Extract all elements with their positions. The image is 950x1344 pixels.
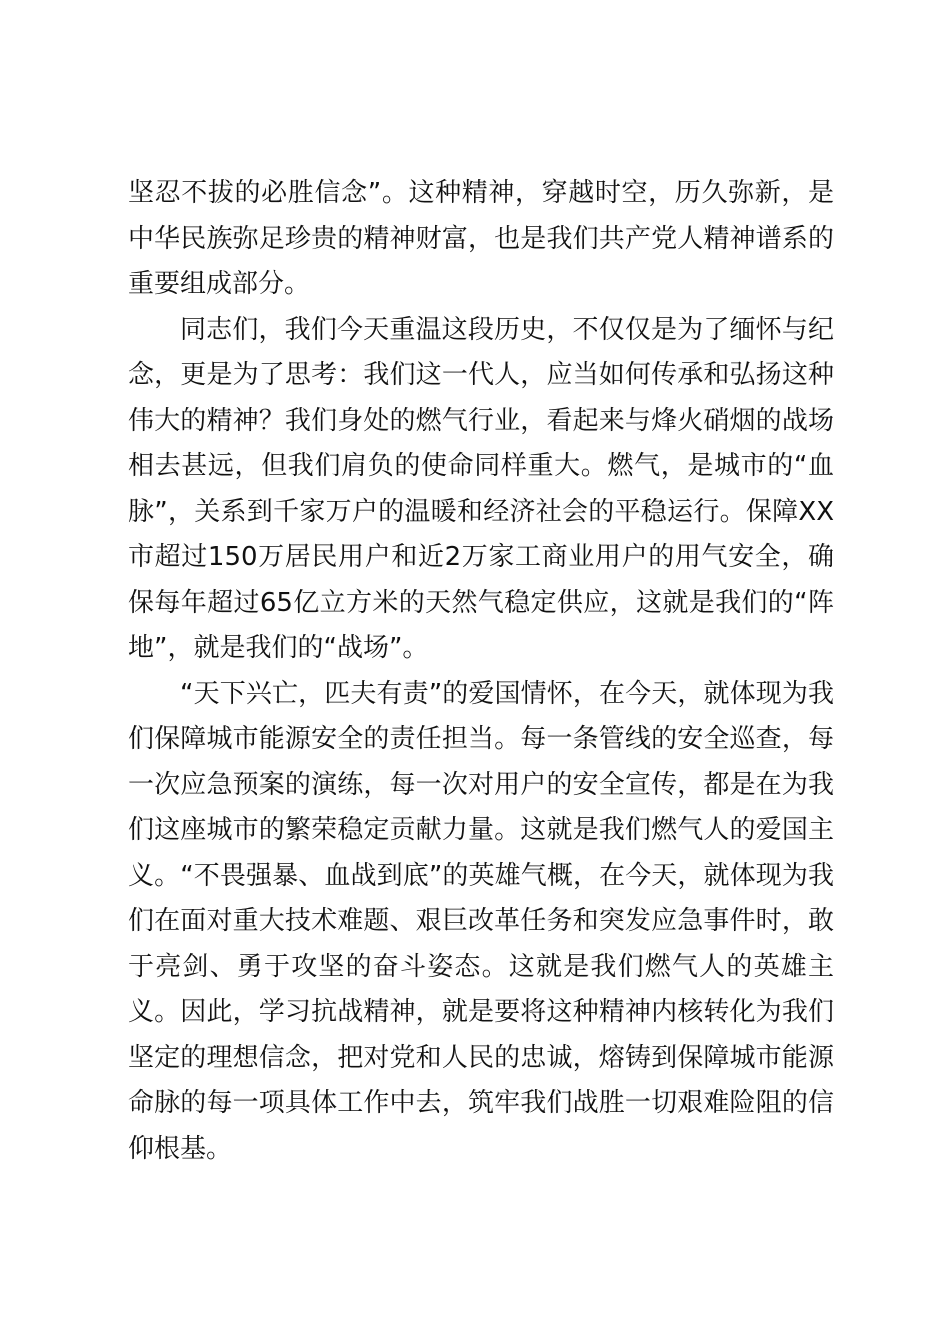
paragraph-continuation: 坚忍不拔的必胜信念”。这种精神，穿越时空，历久弥新，是中华民族弥足珍贵的精神财富，也是我们共产党人精神谱系的重要组成部分。 (128, 178, 834, 299)
body-text (128, 171, 834, 1172)
paragraph-comrades: 同志们，我们今天重温这段历史，不仅仅是为了缅怀与纪念，更是为了思考：我们这一代人，应当如何传承和弘扬这种伟大的精神？我们身处的燃气行业，看起来与烽火硝烟的战场相去甚远，但我们肩负的使命同样重大。燃气，是城市的“血脉”，关系到千家万户的温暖和经济社会的平稳运行。保障XX市超过150万居民用户和近2万家工商业用户的用气安全，确保每年超过65亿立方米的天然气稳定供应，这就是我们的“阵地”，就是我们的“战场”。 (128, 314, 834, 663)
paragraph-patriotism: “天下兴亡，匹夫有责”的爱国情怀，在今天，就体现为我们保障城市能源安全的责任担当。每一条管线的安全巡查，每一次应急预案的演练，每一次对用户的安全宣传，都是在为我们这座城市的繁荣稳定贡献力量。这就是我们燃气人的爱国主义。“不畏强暴、血战到底”的英雄气概，在今天，就体现为我们在面对重大技术难题、艰巨改革任务和突发应急事件时，敢于亮剑、勇于攻坚的奋斗姿态。这就是我们燃气人的英雄主义。因此，学习抗战精神，就是要将这种精神内核转化为我们坚定的理想信念，把对党和人民的忠诚，熔铸到保障城市能源命脉的每一项具体工作中去，筑牢我们战胜一切艰难险阻的信仰根基。 (128, 678, 834, 1164)
